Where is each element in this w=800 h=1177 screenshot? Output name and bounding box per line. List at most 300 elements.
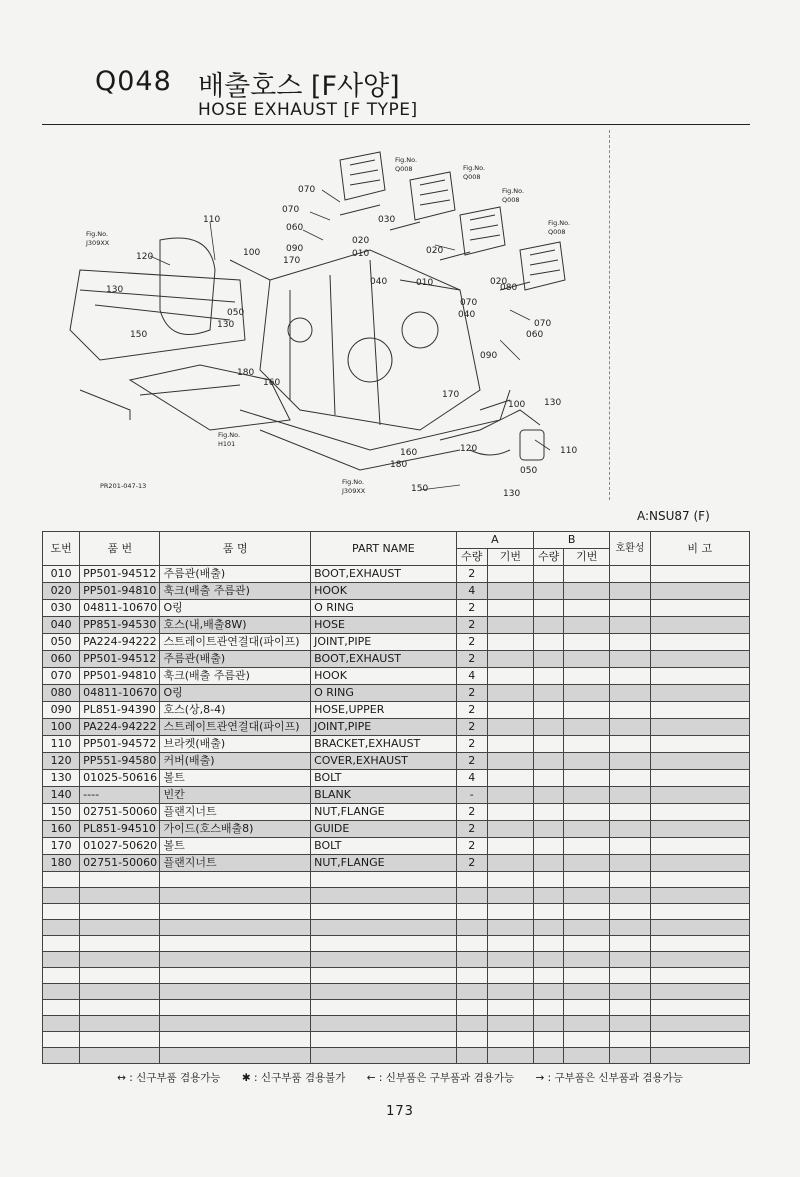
cell-no: 050 <box>43 634 80 651</box>
cell-no: 080 <box>43 685 80 702</box>
cell-empty <box>650 685 749 702</box>
cell-empty <box>610 770 650 787</box>
label-160: 160 <box>263 378 281 388</box>
cell-empty <box>534 736 564 753</box>
cell-empty <box>534 634 564 651</box>
cell-empty <box>487 719 533 736</box>
cell-empty <box>650 855 749 872</box>
cell-empty <box>80 936 160 952</box>
cell-part-no: 04811-10670 <box>80 600 160 617</box>
label-050: 050 <box>227 308 245 318</box>
cell-empty <box>311 872 457 888</box>
cell-name-ko: 플랜지너트 <box>160 855 311 872</box>
cell-empty <box>160 1032 311 1048</box>
cell-empty <box>487 770 533 787</box>
cell-empty <box>43 1016 80 1032</box>
drawing-id: PR201-047-13 <box>100 482 147 490</box>
cell-empty <box>487 904 533 920</box>
cell-empty <box>487 968 533 984</box>
table-row <box>43 984 750 1000</box>
cell-empty <box>487 787 533 804</box>
label-060b: 060 <box>526 330 544 340</box>
cell-empty <box>610 736 650 753</box>
cell-empty <box>564 668 610 685</box>
cell-empty <box>610 936 650 952</box>
cell-empty <box>610 1016 650 1032</box>
cell-empty <box>487 872 533 888</box>
cell-empty <box>650 904 749 920</box>
cell-empty <box>534 617 564 634</box>
cell-part-name: HOOK <box>311 583 457 600</box>
cell-empty <box>160 1000 311 1016</box>
cell-part-name: BOOT,EXHAUST <box>311 651 457 668</box>
label-170b: 170 <box>442 390 460 400</box>
cell-empty <box>311 1000 457 1016</box>
cell-empty <box>80 968 160 984</box>
page-code: Q048 <box>95 66 172 97</box>
col-header-name-ko: 품 명 <box>160 532 311 566</box>
cell-empty <box>650 968 749 984</box>
cell-empty <box>534 920 564 936</box>
cell-empty <box>610 651 650 668</box>
fig-ref-value: Q008 <box>548 228 566 236</box>
cell-no: 020 <box>43 583 80 600</box>
cell-name-ko: 스트레이트관연결대(파이프) <box>160 634 311 651</box>
cell-empty <box>311 920 457 936</box>
cell-empty <box>650 770 749 787</box>
cell-no: 160 <box>43 821 80 838</box>
cell-empty <box>160 1048 311 1064</box>
label-070b: 070 <box>460 298 478 308</box>
label-010: 010 <box>352 249 370 259</box>
page-title-korean: 배출호스 [F사양] <box>198 71 400 102</box>
diagram-linework <box>70 152 565 470</box>
parts-table-body <box>43 566 750 1064</box>
cell-empty <box>487 685 533 702</box>
cell-empty <box>650 1016 749 1032</box>
cell-empty <box>487 668 533 685</box>
table-row <box>43 821 750 838</box>
cell-empty <box>487 651 533 668</box>
cell-empty <box>650 1000 749 1016</box>
cell-empty <box>650 719 749 736</box>
cell-qty-a: 2 <box>456 736 487 753</box>
table-row <box>43 920 750 936</box>
cell-empty <box>456 904 487 920</box>
cell-empty <box>650 888 749 904</box>
cell-empty <box>487 838 533 855</box>
table-row <box>43 1000 750 1016</box>
cell-part-name: NUT,FLANGE <box>311 855 457 872</box>
cell-empty <box>534 936 564 952</box>
cell-qty-a: 2 <box>456 702 487 719</box>
cell-empty <box>564 872 610 888</box>
cell-name-ko: O링 <box>160 685 311 702</box>
cell-part-name: O RING <box>311 685 457 702</box>
cell-empty <box>650 600 749 617</box>
table-row <box>43 804 750 821</box>
label-150b: 150 <box>411 484 429 494</box>
label-080b: 080 <box>500 283 518 293</box>
cell-part-name: JOINT,PIPE <box>311 634 457 651</box>
label-160b: 160 <box>400 448 418 458</box>
cell-part-no: PP501-94512 <box>80 566 160 583</box>
cell-empty <box>564 736 610 753</box>
cell-empty <box>311 1048 457 1064</box>
cell-empty <box>456 1032 487 1048</box>
fig-ref-label: Fig.No. <box>502 187 525 195</box>
cell-qty-a: 2 <box>456 566 487 583</box>
cell-empty <box>80 984 160 1000</box>
cell-part-name: JOINT,PIPE <box>311 719 457 736</box>
cell-empty <box>487 1048 533 1064</box>
table-row <box>43 888 750 904</box>
fig-ref-label: Fig.No. <box>342 478 365 486</box>
cell-empty <box>534 872 564 888</box>
fig-ref-label: Fig.No. <box>218 431 241 439</box>
cell-empty <box>564 787 610 804</box>
exploded-parts-diagram <box>40 130 750 510</box>
cell-empty <box>610 888 650 904</box>
cell-empty <box>564 904 610 920</box>
cell-empty <box>650 984 749 1000</box>
cell-no: 180 <box>43 855 80 872</box>
cell-no: 150 <box>43 804 80 821</box>
legend-item: ↔ : 신구부품 겸용가능 <box>117 1072 221 1084</box>
table-row <box>43 787 750 804</box>
cell-empty <box>650 936 749 952</box>
cell-empty <box>650 1032 749 1048</box>
cell-empty <box>564 1000 610 1016</box>
cell-empty <box>650 872 749 888</box>
col-header-no: 도번 <box>43 532 80 566</box>
cell-empty <box>456 888 487 904</box>
table-row <box>43 872 750 888</box>
table-row <box>43 1016 750 1032</box>
cell-empty <box>610 821 650 838</box>
legend-item: → : 구부품은 신부품과 겸용가능 <box>535 1072 683 1084</box>
cell-name-ko: O링 <box>160 600 311 617</box>
cell-part-no: PP501-94572 <box>80 736 160 753</box>
label-070c: 070 <box>534 319 552 329</box>
cell-empty <box>610 1048 650 1064</box>
cell-empty <box>610 855 650 872</box>
cell-empty <box>564 968 610 984</box>
cell-part-name: HOOK <box>311 668 457 685</box>
cell-part-no: PL851-94390 <box>80 702 160 719</box>
cell-no: 110 <box>43 736 80 753</box>
label-020b: 020 <box>426 246 444 256</box>
parts-table-header <box>43 532 750 566</box>
fig-ref-value: Q008 <box>502 196 520 204</box>
cell-empty <box>160 888 311 904</box>
table-row <box>43 566 750 583</box>
cell-empty <box>160 872 311 888</box>
cell-name-ko: 볼트 <box>160 838 311 855</box>
label-090: 090 <box>286 244 304 254</box>
cell-empty <box>43 1032 80 1048</box>
cell-empty <box>610 702 650 719</box>
cell-empty <box>311 1032 457 1048</box>
table-row <box>43 936 750 952</box>
cell-qty-a: 2 <box>456 719 487 736</box>
label-060: 060 <box>286 223 304 233</box>
cell-no: 010 <box>43 566 80 583</box>
cell-qty-a: 2 <box>456 838 487 855</box>
col-header-qty-a: 수량 <box>456 549 487 566</box>
cell-name-ko: 커버(배출) <box>160 753 311 770</box>
cell-no: 060 <box>43 651 80 668</box>
label-150: 150 <box>130 330 148 340</box>
cell-empty <box>80 1032 160 1048</box>
cell-empty <box>534 984 564 1000</box>
cell-empty <box>456 872 487 888</box>
cell-empty <box>311 968 457 984</box>
cell-no: 070 <box>43 668 80 685</box>
cell-empty <box>80 920 160 936</box>
table-row <box>43 702 750 719</box>
cell-name-ko: 주름관(배출) <box>160 566 311 583</box>
cell-empty <box>564 1048 610 1064</box>
cell-empty <box>650 804 749 821</box>
cell-empty <box>564 920 610 936</box>
cell-empty <box>487 1000 533 1016</box>
cell-name-ko: 브라켓(배출) <box>160 736 311 753</box>
cell-empty <box>564 838 610 855</box>
cell-empty <box>564 685 610 702</box>
model-label: A:NSU87 (F) <box>637 509 710 523</box>
cell-empty <box>650 920 749 936</box>
col-header-group-b: B <box>534 532 610 549</box>
cell-empty <box>610 583 650 600</box>
cell-empty <box>487 984 533 1000</box>
table-row <box>43 904 750 920</box>
cell-empty <box>534 855 564 872</box>
cell-empty <box>487 804 533 821</box>
cell-empty <box>311 984 457 1000</box>
header-rule <box>42 124 750 125</box>
cell-part-name: GUIDE <box>311 821 457 838</box>
table-row <box>43 753 750 770</box>
col-header-part-name: PART NAME <box>311 532 457 566</box>
cell-empty <box>610 753 650 770</box>
cell-empty <box>650 838 749 855</box>
cell-empty <box>650 634 749 651</box>
cell-name-ko: 호스(내,배출8W) <box>160 617 311 634</box>
cell-empty <box>43 1000 80 1016</box>
cell-empty <box>564 634 610 651</box>
cell-empty <box>43 920 80 936</box>
table-row <box>43 770 750 787</box>
label-010b: 010 <box>416 278 434 288</box>
cell-empty <box>564 770 610 787</box>
cell-empty <box>534 838 564 855</box>
cell-empty <box>43 1048 80 1064</box>
cell-empty <box>650 753 749 770</box>
cell-empty <box>43 872 80 888</box>
cell-qty-a: 4 <box>456 770 487 787</box>
cell-qty-a: 2 <box>456 821 487 838</box>
cell-part-no: 04811-10670 <box>80 685 160 702</box>
cell-empty <box>456 1048 487 1064</box>
cell-name-ko: 호스(상,8-4) <box>160 702 311 719</box>
col-header-part-no: 품 번 <box>80 532 160 566</box>
cell-empty <box>80 904 160 920</box>
cell-empty <box>534 770 564 787</box>
label-170: 170 <box>283 256 301 266</box>
label-040b: 040 <box>458 310 476 320</box>
cell-part-no: PP551-94580 <box>80 753 160 770</box>
label-180b: 180 <box>390 460 408 470</box>
cell-empty <box>610 668 650 685</box>
cell-part-no: PP501-94810 <box>80 668 160 685</box>
cell-empty <box>564 719 610 736</box>
cell-empty <box>43 936 80 952</box>
cell-no: 130 <box>43 770 80 787</box>
cell-empty <box>487 1016 533 1032</box>
cell-name-ko: 훅크(배출 주름관) <box>160 668 311 685</box>
cell-qty-a: 2 <box>456 651 487 668</box>
compatibility-legend <box>0 1070 800 1085</box>
cell-no: 030 <box>43 600 80 617</box>
cell-part-no: PP851-94530 <box>80 617 160 634</box>
table-row <box>43 685 750 702</box>
label-120b: 120 <box>460 444 478 454</box>
table-row <box>43 952 750 968</box>
cell-empty <box>487 634 533 651</box>
cell-no: 090 <box>43 702 80 719</box>
cell-empty <box>564 855 610 872</box>
cell-empty <box>456 968 487 984</box>
cell-empty <box>43 888 80 904</box>
table-row <box>43 617 750 634</box>
cell-part-no: PA224-94222 <box>80 719 160 736</box>
cell-qty-a: 2 <box>456 685 487 702</box>
cell-empty <box>564 583 610 600</box>
cell-empty <box>534 702 564 719</box>
cell-empty <box>610 719 650 736</box>
cell-empty <box>610 617 650 634</box>
cell-empty <box>650 702 749 719</box>
cell-part-name: BRACKET,EXHAUST <box>311 736 457 753</box>
cell-empty <box>456 952 487 968</box>
cell-empty <box>534 1000 564 1016</box>
col-header-qty-b: 수량 <box>534 549 564 566</box>
cell-empty <box>487 821 533 838</box>
cell-no: 120 <box>43 753 80 770</box>
cell-empty <box>534 968 564 984</box>
label-130: 130 <box>106 285 124 295</box>
cell-empty <box>564 1016 610 1032</box>
cell-empty <box>487 855 533 872</box>
cell-empty <box>564 821 610 838</box>
cell-part-no: 01027-50620 <box>80 838 160 855</box>
cell-qty-a: 4 <box>456 668 487 685</box>
cell-empty <box>534 719 564 736</box>
cell-empty <box>534 685 564 702</box>
cell-part-no: PP501-94512 <box>80 651 160 668</box>
cell-empty <box>456 1000 487 1016</box>
cell-empty <box>311 936 457 952</box>
table-row <box>43 634 750 651</box>
cell-empty <box>311 904 457 920</box>
cell-empty <box>534 888 564 904</box>
legend-item: ✱ : 신구부품 겸용불가 <box>241 1072 346 1084</box>
label-110b: 110 <box>560 446 578 456</box>
cell-empty <box>311 952 457 968</box>
cell-empty <box>534 1016 564 1032</box>
cell-empty <box>650 736 749 753</box>
label-100: 100 <box>243 248 261 258</box>
cell-part-name: BLANK <box>311 787 457 804</box>
fig-ref-value: Q008 <box>395 165 413 173</box>
cell-empty <box>487 702 533 719</box>
cell-empty <box>610 920 650 936</box>
cell-empty <box>311 888 457 904</box>
page-title-english: HOSE EXHAUST [F TYPE] <box>198 100 418 120</box>
cell-empty <box>160 920 311 936</box>
table-row <box>43 719 750 736</box>
table-row <box>43 651 750 668</box>
cell-empty <box>610 952 650 968</box>
table-row <box>43 1032 750 1048</box>
cell-empty <box>43 904 80 920</box>
cell-empty <box>487 936 533 952</box>
cell-no: 140 <box>43 787 80 804</box>
cell-empty <box>650 566 749 583</box>
cell-empty <box>487 600 533 617</box>
fig-ref-value: Q008 <box>463 173 481 181</box>
cell-empty <box>610 872 650 888</box>
cell-name-ko: 플랜지너트 <box>160 804 311 821</box>
cell-part-no: ---- <box>80 787 160 804</box>
cell-empty <box>534 753 564 770</box>
cell-part-name: COVER,EXHAUST <box>311 753 457 770</box>
label-020c: 020 <box>490 277 508 287</box>
table-row <box>43 1048 750 1064</box>
cell-qty-a: 2 <box>456 855 487 872</box>
cell-empty <box>610 968 650 984</box>
cell-part-name: BOLT <box>311 838 457 855</box>
page-number: 173 <box>386 1104 414 1119</box>
cell-empty <box>160 984 311 1000</box>
cell-empty <box>650 651 749 668</box>
cell-part-no: PL851-94510 <box>80 821 160 838</box>
cell-empty <box>456 1016 487 1032</box>
cell-empty <box>564 804 610 821</box>
cell-part-name: BOOT,EXHAUST <box>311 566 457 583</box>
cell-part-no: PP501-94810 <box>80 583 160 600</box>
cell-part-name: BOLT <box>311 770 457 787</box>
cell-empty <box>610 787 650 804</box>
cell-empty <box>456 984 487 1000</box>
cell-part-name: HOSE,UPPER <box>311 702 457 719</box>
cell-empty <box>610 600 650 617</box>
cell-empty <box>564 888 610 904</box>
cell-empty <box>564 566 610 583</box>
cell-empty <box>610 904 650 920</box>
cell-empty <box>160 952 311 968</box>
cell-empty <box>534 566 564 583</box>
cell-empty <box>564 984 610 1000</box>
cell-empty <box>650 668 749 685</box>
cell-empty <box>564 702 610 719</box>
col-header-base-a: 기번 <box>487 549 533 566</box>
cell-empty <box>564 617 610 634</box>
label-040: 040 <box>370 277 388 287</box>
cell-empty <box>43 952 80 968</box>
cell-empty <box>650 787 749 804</box>
